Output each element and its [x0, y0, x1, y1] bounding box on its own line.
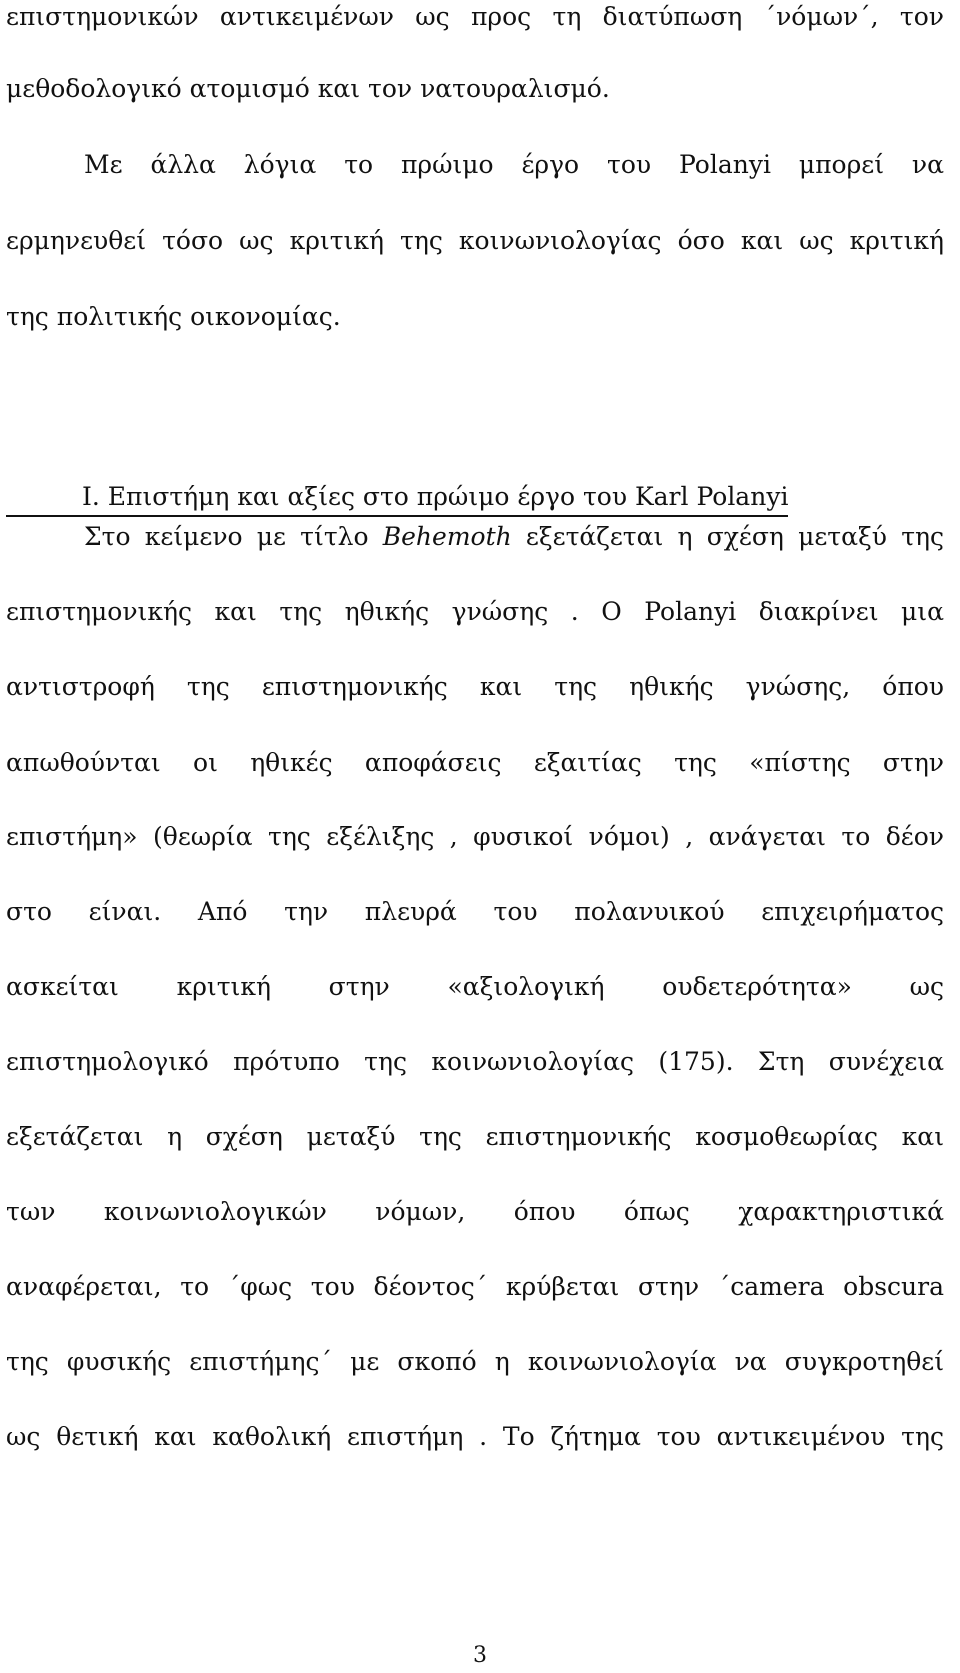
- text-line: των κοινωνιολογικών νόμων, όπου όπως χαρακτηριστικά: [6, 1197, 944, 1226]
- page-number: 3: [473, 1643, 487, 1668]
- text-line: της φυσικής επιστήμης΄ με σκοπό η κοινωνιολογία να συγκροτηθεί: [6, 1347, 944, 1376]
- text-span: εξετάζεται η σχέση μεταξύ της: [511, 522, 944, 551]
- section-heading-underline: [6, 480, 788, 517]
- text-line: αντιστροφή της επιστημονικής και της ηθικής γνώσης, όπου: [6, 672, 944, 701]
- text-line: ερμηνευθεί τόσο ως κριτική της κοινωνιολογίας όσο και ως κριτική: [6, 226, 944, 255]
- text-line: [84, 520, 944, 554]
- text-line: της πολιτικής οικονομίας.: [6, 302, 341, 331]
- section-heading: [6, 480, 846, 517]
- text-span: Στο κείμενο με τίτλο: [84, 522, 383, 551]
- text-line: επιστήμη» (θεωρία της εξέλιξης , φυσικοί νόμοι) , ανάγεται το δέον: [6, 822, 944, 851]
- text-line: Με άλλα λόγια το πρώιμο έργο του Polanyi μπορεί να: [84, 150, 944, 179]
- text-line: ως θετική και καθολική επιστήμη . Το ζήτημα του αντικειμένου της: [6, 1422, 944, 1451]
- italic-title: Behemoth: [382, 522, 512, 551]
- text-line: απωθούνται οι ηθικές αποφάσεις εξαιτίας της «πίστης στην: [6, 748, 944, 777]
- text-line: επιστημολογικό πρότυπο της κοινωνιολογίας (175). Στη συνέχεια: [6, 1047, 944, 1076]
- text-line: επιστημονικών αντικειμένων ως προς τη διατύπωση ΄νόμων΄, τον: [6, 2, 944, 31]
- text-line: στο είναι. Από την πλευρά του πολανυικού επιχειρήματος: [6, 897, 944, 926]
- text-line: μεθοδολογικό ατομισμό και τον νατουραλισμό.: [6, 74, 610, 103]
- text-line: αναφέρεται, το ΄φως του δέοντος΄ κρύβεται στην ΄camera obscura: [6, 1272, 944, 1301]
- text-line: εξετάζεται η σχέση μεταξύ της επιστημονικής κοσμοθεωρίας και: [6, 1122, 944, 1151]
- text-line: επιστημονικής και της ηθικής γνώσης . Ο Polanyi διακρίνει μια: [6, 597, 944, 626]
- text-line: ασκείται κριτική στην «αξιολογική ουδετερότητα» ως: [6, 972, 944, 1001]
- section-heading-text: I. Επιστήμη και αξίες στο πρώιμο έργο του Karl Polanyi: [82, 482, 789, 511]
